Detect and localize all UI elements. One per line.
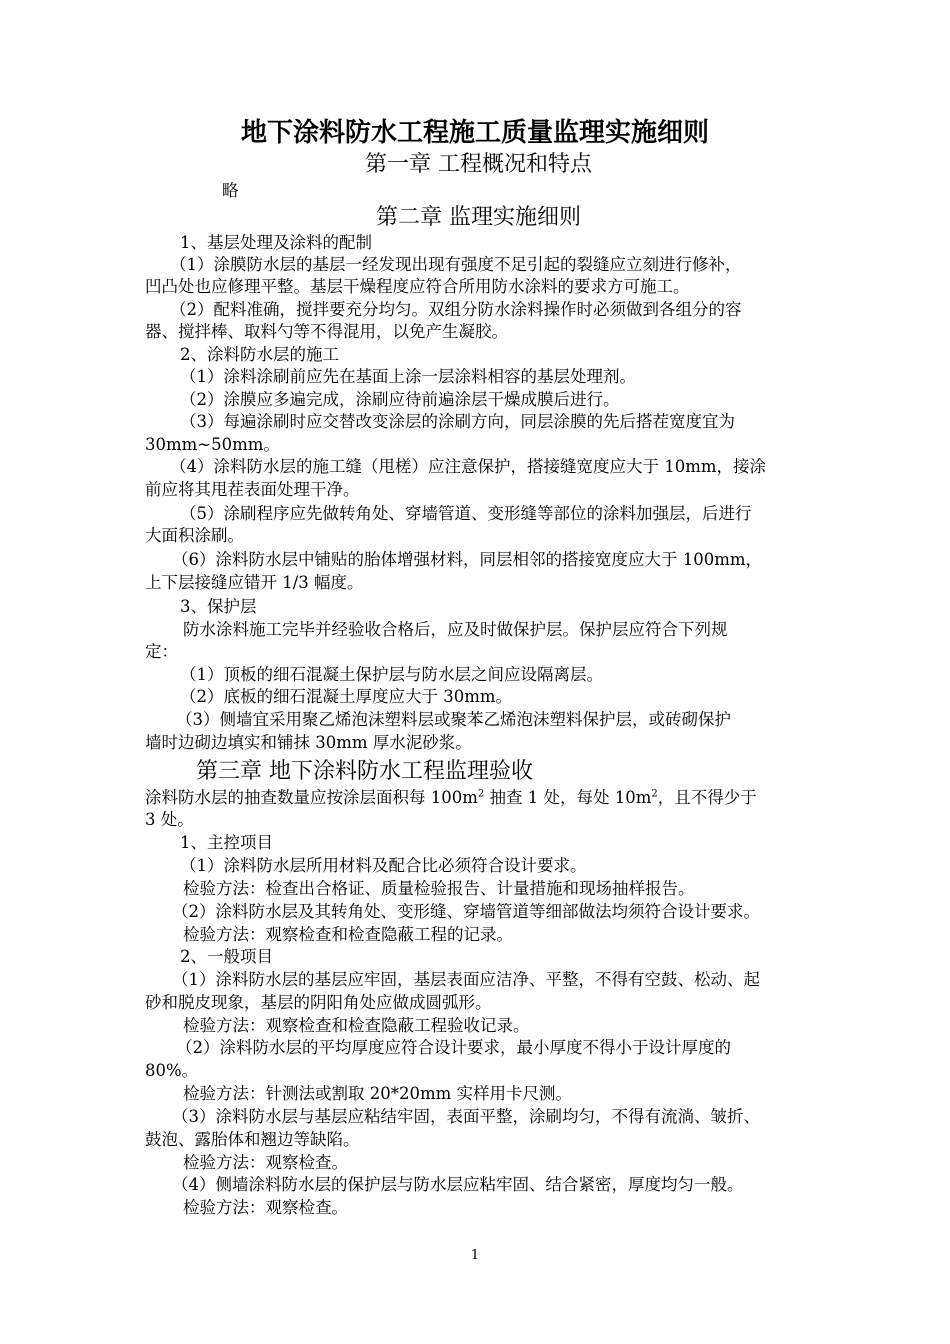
paragraph-line: （2）涂料防水层及其转角处、变形缝、穿墙管道等细部做法均须符合设计要求。 <box>172 902 760 921</box>
paragraph-line: 上下层接缝应错开 1/3 幅度。 <box>145 573 364 592</box>
paragraph-line: （1）涂膜防水层的基层一经发现出现有强度不足引起的裂缝应立刻进行修补， <box>170 255 742 274</box>
paragraph-line: 检验方法：观察检查和检查隐蔽工程的记录。 <box>183 925 513 944</box>
paragraph-line: （4）涂料防水层的施工缝（甩槎）应注意保护，搭接缝宽度应大于 10mm，接涂 <box>170 457 767 476</box>
paragraph-line: 前应将其甩茬表面处理干净。 <box>145 480 360 499</box>
paragraph-line: （2）配料准确，搅拌要充分均匀。双组分防水涂料操作时必须做到各组分的容 <box>170 300 742 319</box>
chapter3-heading: 第三章 地下涂料防水工程监理验收 <box>196 759 533 784</box>
paragraph-line: （5）涂刷程序应先做转角处、穿墙管道、变形缝等部位的涂料加强层，后进行 <box>180 504 752 523</box>
paragraph-line: （3）涂料防水层与基层应粘结牢固，表面平整，涂刷均匀，不得有流淌、皱折、 <box>172 1107 760 1126</box>
chapter1-heading: 第一章 工程概况和特点 <box>365 152 592 177</box>
paragraph-line: 2、一般项目 <box>180 947 273 966</box>
paragraph-line: 1、基层处理及涂料的配制 <box>180 233 372 252</box>
paragraph-line: （2）涂料防水层的平均厚度应符合设计要求，最小厚度不得小于设计厚度的 <box>176 1038 731 1057</box>
paragraph-line: 砂和脱皮现象，基层的阴阳角处应做成圆弧形。 <box>145 993 492 1012</box>
paragraph-line: （1）涂料防水层所用材料及配合比必须符合设计要求。 <box>180 856 587 875</box>
document-title: 地下涂料防水工程施工质量监理实施细则 <box>240 118 709 148</box>
paragraph-line: （3）每遍涂刷时应交替改变涂层的涂刷方向，同层涂膜的先后搭茬宽度宜为 <box>180 412 735 431</box>
paragraph-line: 检验方法：观察检查和检查隐蔽工程验收记录。 <box>183 1016 530 1035</box>
intro-text-c: ，且不得少于 <box>657 788 757 807</box>
paragraph-line: 30mm~50mm。 <box>145 435 280 454</box>
paragraph-line: 检验方法：观察检查。 <box>183 1198 348 1217</box>
paragraph-line: 检验方法：检查出合格证、质量检验报告、计量措施和现场抽样报告。 <box>183 879 695 898</box>
chapter1-body: 略 <box>222 181 239 200</box>
superscript: 2 <box>651 788 658 800</box>
paragraph-line: 定： <box>145 642 178 661</box>
intro-text-b: 抽查 1 处，每处 10m <box>484 788 652 807</box>
page-number: 1 <box>470 1248 480 1263</box>
paragraph-line: （1）涂料涂刷前应先在基面上涂一层涂料相容的基层处理剂。 <box>180 367 636 386</box>
paragraph-line: （1）顶板的细石混凝土保护层与防水层之间应设隔离层。 <box>180 665 603 684</box>
paragraph-line: 3 处。 <box>145 810 194 829</box>
paragraph-line: 1、主控项目 <box>180 833 273 852</box>
superscript: 2 <box>477 788 485 800</box>
paragraph-line: 3、保护层 <box>180 597 257 616</box>
paragraph-line: 检验方法：针测法或割取 20*20mm 实样用卡尺测。 <box>183 1084 573 1103</box>
paragraph-line: （6）涂料防水层中铺贴的胎体增强材料，同层相邻的搭接宽度应大于 100mm， <box>172 550 763 569</box>
paragraph-line: 2、涂料防水层的施工 <box>180 345 339 364</box>
paragraph-line: 检验方法：观察检查。 <box>183 1153 348 1172</box>
chapter2-heading: 第二章 监理实施细则 <box>376 205 581 230</box>
paragraph-line: 墙时边砌边填实和铺抹 30mm 厚水泥砂浆。 <box>145 733 472 752</box>
chapter3-intro <box>145 787 817 809</box>
paragraph-line: （1）涂料防水层的基层应牢固，基层表面应洁净、平整，不得有空鼓、松动、起 <box>172 970 760 989</box>
paragraph-line: 大面积涂刷。 <box>145 526 244 545</box>
paragraph-line: 80%。 <box>145 1061 199 1080</box>
paragraph-line: （2）涂膜应多遍完成，涂刷应待前遍涂层干燥成膜后进行。 <box>180 390 620 409</box>
paragraph-line: （2）底板的细石混凝土厚度应大于 30mm。 <box>180 687 513 706</box>
paragraph-line: 防水涂料施工完毕并经验收合格后，应及时做保护层。保护层应符合下列规 <box>183 620 728 639</box>
paragraph-line: 凹凸处也应修理平整。基层干燥程度应符合所用防水涂料的要求方可施工。 <box>145 277 690 296</box>
paragraph-line: （4）侧墙涂料防水层的保护层与防水层应粘牢固、结合紧密，厚度均匀一般。 <box>172 1175 744 1194</box>
paragraph-line: （3）侧墙宜采用聚乙烯泡沫塑料层或聚苯乙烯泡沫塑料保护层，或砖砌保护 <box>176 710 731 729</box>
paragraph-line: 鼓泡、露胎体和翘边等缺陷。 <box>145 1130 360 1149</box>
intro-text-a: 涂料防水层的抽查数量应按涂层面积每 100m <box>145 788 478 807</box>
paragraph-line: 器、搅拌棒、取料勺等不得混用，以免产生凝胶。 <box>145 322 508 341</box>
